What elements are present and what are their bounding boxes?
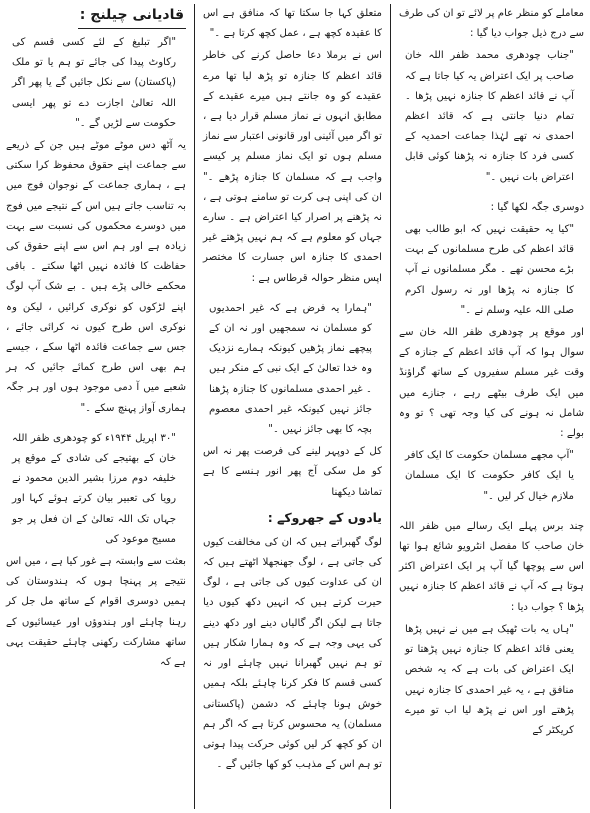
quote-interview: "ہاں یہ بات ٹھیک ہے میں نے نہیں پڑھا یعنی قائد اعظم کا جنازہ نہیں پڑھتا تو ایک اعتراض کی بات ہے کہ یہ شخص منافق ہے ، یہ غیر احمدی کا جنازہ نہیں پڑھتے اور اس نے پڑھ لیا اب تو میرے کریکٹر کے xyxy=(405,623,574,736)
quote-tableegh: "اگر تبلیغ کے لئے کسی قسم کی رکاوٹ پیدا کی جائے تو ہم یا تو ملک (پاکستان) سے نکل جائیں گے یا پھر اگر اللہ تعالیٰ اجازت دے تو پھر ایسی حکومت سے لڑیں گے ۔" xyxy=(12,37,176,129)
paragraph: بعثت سے وابستہ ہے غور کیا ہے ، میں اس نتیجے پر پہنچا ہوں کہ ہندوستان کی ہمیں دوسری اقوام کے ساتھ مل جل کر رہنا چاہئے اور ہندوؤں اور عیسائیوں کے ساتھ مشارکت رکھنی چاہئے حقیقت یہی ہے کہ xyxy=(6,556,186,669)
paragraph: چند برس پہلے ایک رسالے میں ظفر اللہ خان صاحب کا مفصل انٹرویو شائع ہوا تھا اس سے پوچھا گیا آپ پر ایک اعتراض اکثر ہوتا ہے کہ آپ نے قائد اعظم کا جنازہ نہیں پڑھا ؟ جواب دیا : xyxy=(399,520,584,613)
paragraph: اس نے برملا دعا حاصل کرنے کی خاطر قائد اعظم کا جنازہ تو پڑھ لیا تھا مرے عقیدے کو وہ جانتے ہیں میرے عقیدے کے مطابق انہوں نے نماز مسلم قرار دیا ہے ، تو اگر میں آئینی اور قانونی اعتبار سے نماز مسلم ہوں تو ایک نماز مسلم پر کیسے واجب ہے کہ مسلمان کا جنازہ پڑھے ۔" ان کی اپنی ہی کرت تو سامنے ہوتی ہے ، نہ پڑھنے پر اصرار کیا اعتراض ہے ۔ سارے جہاں کو معلوم ہے کہ ہم نہیں پڑھتے غیر احمدی کا جنازہ اس جسارت کا مختصر اپس منظر حوالہ قرطاس ہے : xyxy=(203,50,382,284)
paragraph: لوگ گھبراتے ہیں کہ ان کی مخالفت کیوں کی جاتی ہے ، لوگ جھنجھلا اٹھتے ہیں کہ ان کی عداوت کیوں کی جاتی ہے ، لوگ حیرت کرتے ہیں کہ انہیں دکھ کیوں دیا جاتا ہے لیکن اگر گالیاں دینے اور دکھ دینے کی یہی وجہ ہے کہ وہ ہمارا شکار ہیں تو ہم نہیں گھبرانا نہیں چاہئے اور نہ کسی قسم کا فکر کرنا چاہئے بلکہ ہمیں خوش ہونا چاہئے کہ دشمن (پاکستانی مسلمان) یہ محسوس کرتا ہے کہ اگر ہم ان کو کچھ کر لیں کوئی حرکت پیدا ہوتی تو ہم اس کے مذہب کو کھا جائیں گے ۔ xyxy=(203,536,382,771)
column-left xyxy=(4,4,194,809)
column-right xyxy=(390,4,586,809)
paragraph: متعلق کہا جا سکتا تھا کہ منافق ہے اس کا عقیدہ کچھ ہے ، عمل کچھ کرتا ہے ۔" xyxy=(203,8,382,40)
section-heading-yaadon-ke-jharoke: یادوں کے جھروکے : xyxy=(267,509,382,525)
paragraph: اور موقع پر چودھری ظفر اللہ خان سے سوال ہوا کہ آپ قائد اعظم کے جنازہ کے وقت غیر مسلم سفیروں کے ساتھ گراؤنڈ میں ایک طرف بیٹھے رہے ، جنازے میں شامل نہ ہونے کی کیا وجہ تھی ؟ تو وہ بولے : xyxy=(399,327,584,440)
section-heading-qadiani-challenge: قادیانی چیلنج : xyxy=(78,4,186,29)
quote-ghair-ahmadi: "ہمارا یہ فرض ہے کہ غیر احمدیوں کو مسلمان نہ سمجھیں اور نہ ان کے پیچھے نماز پڑھیں کیونکہ ہمارے نزدیک وہ خدا تعالیٰ کے ایک نبی کے منکر ہیں ۔ غیر احمدی مسلمانوں کا جنازہ پڑھنا جائز نہیں کیونکہ غیر احمدی معصوم بچہ کا بھی جائز نہیں ۔" xyxy=(209,302,372,436)
quote-abu-talib: "کیا یہ حقیقت نہیں کہ ابو طالب بھی قائد اعظم کی طرح مسلمانوں کے بہت بڑے محسن تھے ۔ مگر مسلمانوں نے آپ کا جنازہ نہ پڑھا اور نہ رسول اکرم صلی اللہ علیہ وسلم نے ۔" xyxy=(405,224,574,316)
paragraph: دوسری جگہ لکھا گیا : xyxy=(490,201,584,213)
quote-april-1944: "۳۰ اپریل ۱۹۴۴ء کو چودھری ظفر اللہ خان کے بھتیجے کی شادی کے موقع پر خلیفہ دوم مرزا بشیر الدین محمود نے رویا کی تعبیر بیان کرتے ہوئے کہا اور جہاں تک اللہ تعالیٰ کے ان فعل پر جو مسیح موعود کی xyxy=(12,432,176,545)
quote-zafarullah-answer: "جناب چودھری محمد ظفر اللہ خان صاحب پر ایک اعتراض یہ کیا جاتا ہے کہ آپ نے قائد اعظم کا جنازہ نہیں پڑھا ۔ تمام دنیا جانتی ہے کہ قائد اعظم احمدی نہ تھے لہٰذا جماعت احمدیہ کے کسی فرد کا جنازہ نہ پڑھنا کوئی قابل اعتراض بات نہیں ۔" xyxy=(405,50,574,183)
paragraph: معاملے کو منظر عام پر لائے تو ان کی طرف سے درج ذیل جواب دیا گیا : xyxy=(399,8,584,40)
column-middle xyxy=(194,4,390,809)
paragraph: یہ آٹھ دس موٹے موٹے ہیں جن کے ذریعے سے جماعت اپنے حقوق محفوظ کرا سکتی ہے ، ہماری جماعت کے نوجوان فوج میں بہ تناسب جاتے ہیں اس کے نتیجے میں فوج میں دوسرے محکموں کی نسبت سے بہت زیادہ ہے اور ہم اس سے اپنے حقوق کی حفاظت کا فائدہ نہیں اٹھا سکتے ۔ باقی محکمے خالی پڑے ہیں ۔ بے شک آپ لوگ اپنے لڑکوں کو نوکری کرائیں ، لیکن وہ نوکری اس طرح کیوں نہ کرائی جائے ، جس سے جماعت فائدہ اٹھا سکے ، جیسے ہم بھی اس طرح کمائے جائیں کہ ہر شعبے میں آ دمی موجود ہوں اور ہر جگہ ہماری آواز پہنچ سکے ۔" xyxy=(6,140,186,414)
verse: کل کے دوپہر لینے کی فرصت پھر نہ اس کو مل سکی آج پھر انور ہنسے کا ہے تماشا دیکھنا xyxy=(203,446,382,498)
quote-kafir-hukumat: "آپ مجھے مسلمان حکومت کا ایک کافر یا ایک کافر حکومت کا ایک مسلمان ملازم خیال کر لیں ۔" xyxy=(405,450,574,502)
